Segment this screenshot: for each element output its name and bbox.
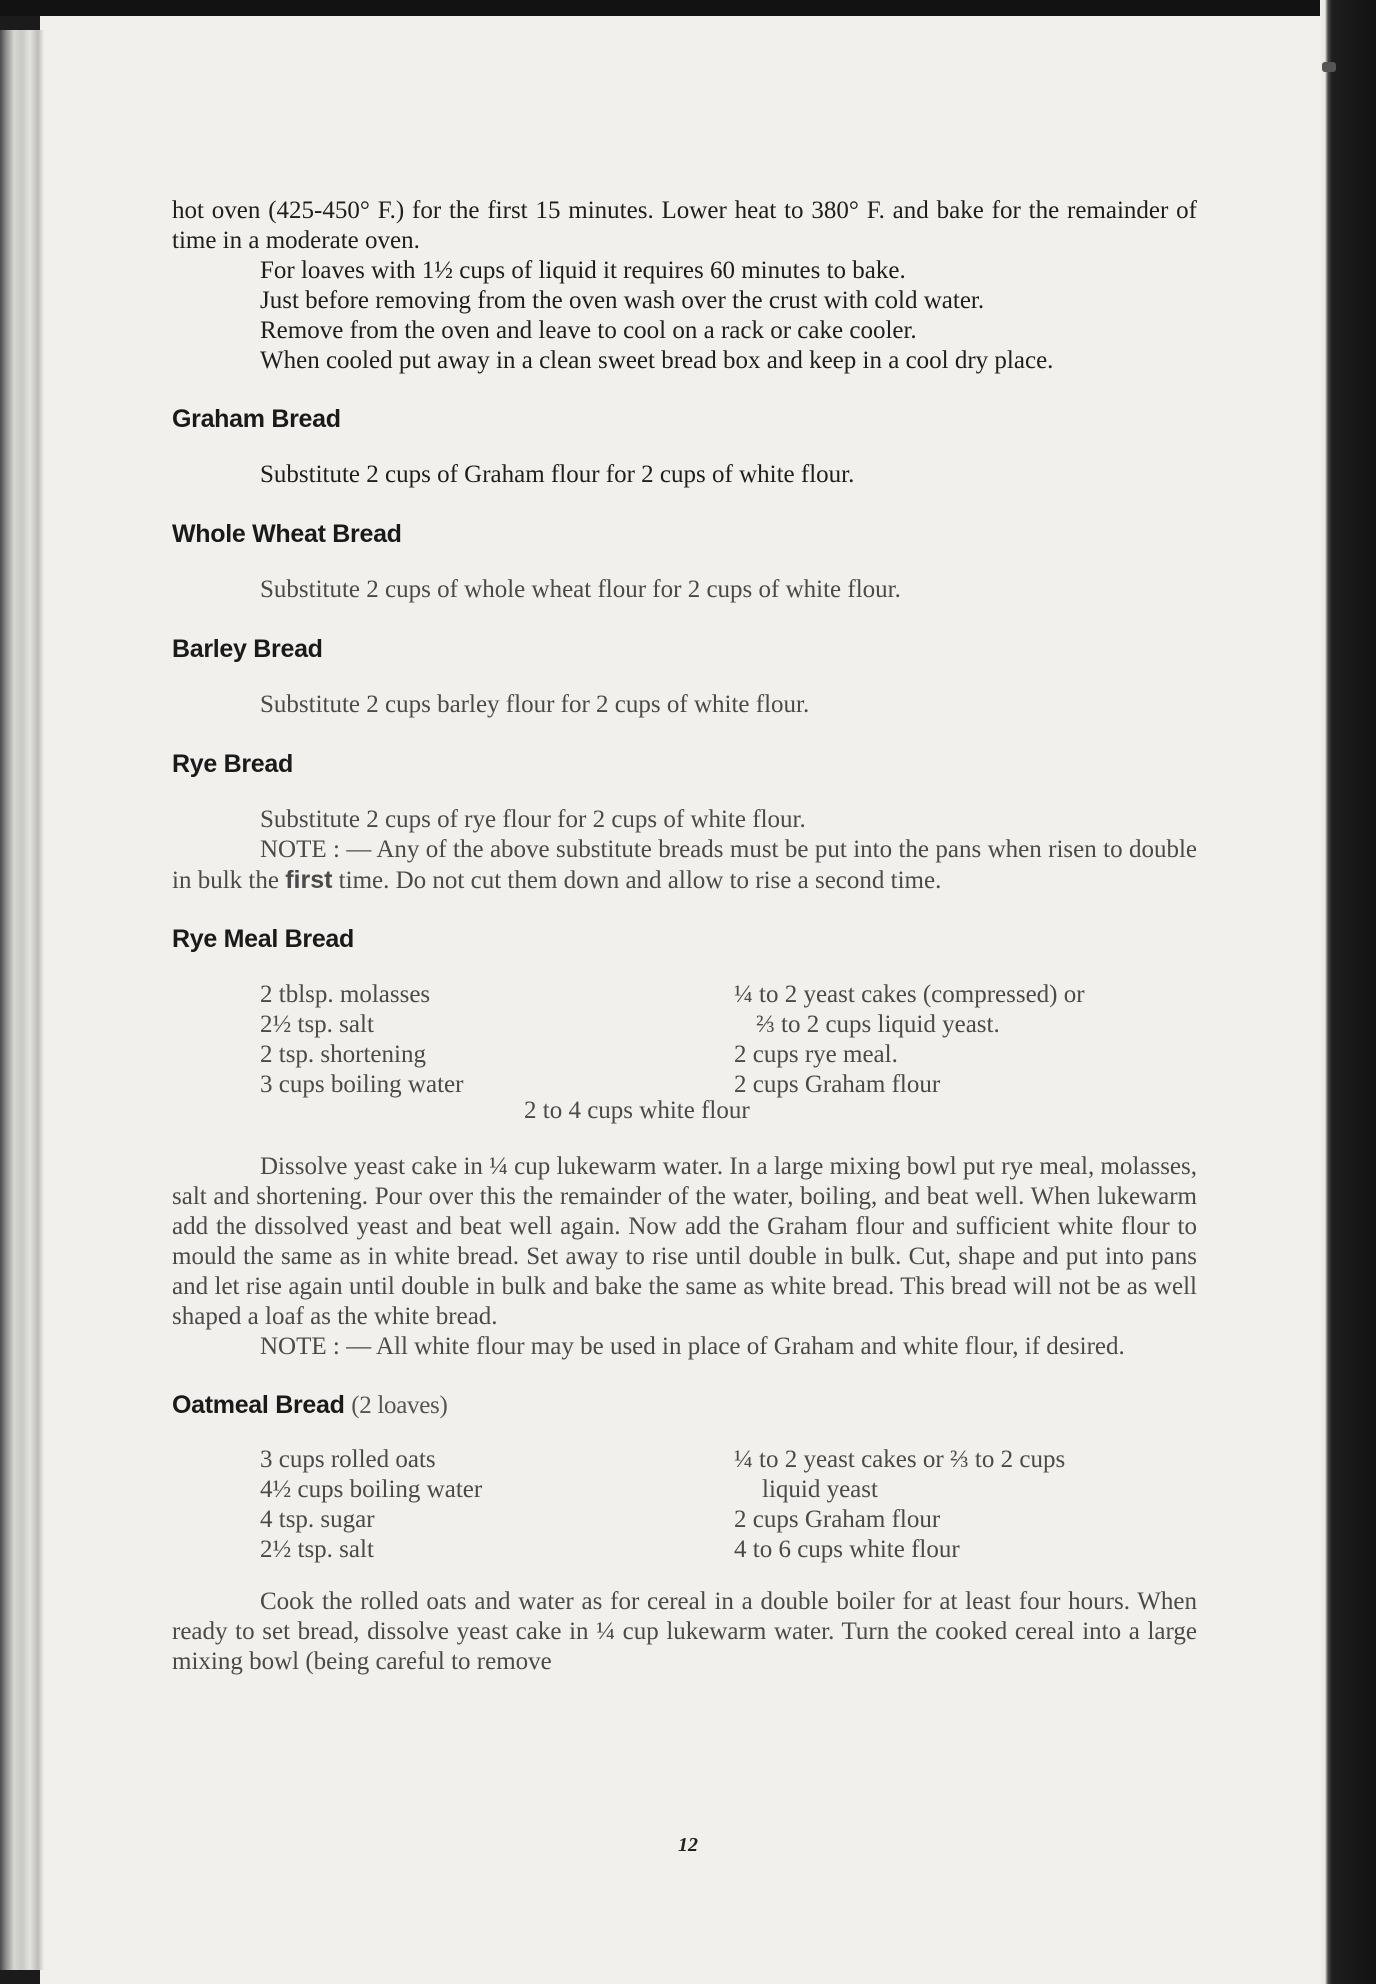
- heading-rye-meal-bread: Rye Meal Bread: [172, 925, 354, 953]
- ingredient: 4½ cups boiling water: [260, 1476, 483, 1503]
- oatmeal-ingredients: [172, 1445, 1197, 1565]
- page-edge-left: [0, 30, 44, 1970]
- rye-note: [172, 835, 1197, 896]
- ingredient: 2 tsp. shortening: [260, 1041, 426, 1068]
- ingredient: 2 cups Graham flour: [734, 1506, 941, 1533]
- graham-text: Substitute 2 cups of Graham flour for 2 cups of white flour.: [260, 461, 855, 488]
- heading-oatmeal-bread: [172, 1390, 1197, 1421]
- oatmeal-title: Oatmeal Bread: [172, 1391, 345, 1419]
- ingredient: 2 cups rye meal.: [734, 1041, 898, 1068]
- rye-meal-method: Dissolve yeast cake in ¼ cup lukewarm water. In a large mixing bowl put rye meal, molasses, salt and shortening. Pour over this the remainder of the water, boiling, and beat well. When lukewarm add the dissolved yeast and beat well again. Now add the Graham flour and sufficient white flour to mould the same as in white bread. Set away to rise until double in bulk. Cut, shape and put into pans and let rise again until double in bulk and bake the same as white bread. This bread will not be as well shaped a loaf as the white bread.: [172, 1153, 1197, 1330]
- heading-barley-bread: Barley Bread: [172, 635, 323, 663]
- oatmeal-qualifier: (2 loaves): [351, 1392, 448, 1419]
- oatmeal-ingredients-left: [260, 1445, 700, 1565]
- rye-note-part-2: time. Do not cut them down and allow to rise a second time.: [332, 867, 942, 894]
- ingredient: 3 cups boiling water: [260, 1071, 464, 1098]
- heading-whole-wheat-bread: Whole Wheat Bread: [172, 520, 402, 548]
- ingredient: ⅔ to 2 cups liquid yeast.: [756, 1011, 1000, 1038]
- page-edge-right: [1320, 0, 1376, 1984]
- heading-graham-bread: Graham Bread: [172, 405, 341, 433]
- rye-note-part-1: NOTE : — Any of the above substitute breads must be put into the pans when risen to double in bulk the: [172, 836, 1197, 894]
- ingredient: 2 cups Graham flour: [734, 1071, 941, 1098]
- heading-rye-bread: Rye Bread: [172, 750, 293, 778]
- rye-meal-note: NOTE : — All white flour may be used in place of Graham and white flour, if desired.: [260, 1333, 1125, 1360]
- ingredient: liquid yeast: [762, 1476, 878, 1503]
- intro-paragraph-4: Remove from the oven and leave to cool on a rack or cake cooler.: [260, 317, 917, 344]
- ingredient: 2 tblsp. molasses: [260, 981, 431, 1008]
- barley-text: Substitute 2 cups barley flour for 2 cups of white flour.: [260, 691, 810, 718]
- page-number: 12: [678, 1834, 698, 1856]
- page-content: [172, 196, 1197, 1677]
- oatmeal-method: Cook the rolled oats and water as for cereal in a double boiler for at least four hours. When ready to set bread, dissolve yeast cake in ¼ cup lukewarm water. Turn the cooked cereal into a large mixing bowl (being careful to remove: [172, 1588, 1197, 1675]
- ingredient: 4 to 6 cups white flour: [734, 1536, 960, 1563]
- intro-paragraph-2: For loaves with 1½ cups of liquid it requires 60 minutes to bake.: [260, 257, 906, 284]
- oatmeal-ingredients-right: [734, 1445, 1204, 1565]
- ingredient: 3 cups rolled oats: [260, 1446, 436, 1473]
- ingredient: ¼ to 2 yeast cakes (compressed) or: [734, 981, 1085, 1008]
- rye-meal-ingredients-right: [734, 980, 1204, 1100]
- intro-paragraph-5: When cooled put away in a clean sweet bread box and keep in a cool dry place.: [260, 347, 1054, 374]
- rye-meal-ingredients-left: [260, 980, 700, 1100]
- intro-paragraph-1: hot oven (425-450° F.) for the first 15 minutes. Lower heat to 380° F. and bake for the remainder of time in a moderate oven.: [172, 197, 1197, 254]
- ingredient: 2½ tsp. salt: [260, 1536, 374, 1563]
- ingredient: 4 tsp. sugar: [260, 1506, 375, 1533]
- ingredient: ¼ to 2 yeast cakes or ⅔ to 2 cups: [734, 1446, 1066, 1473]
- rye-text: Substitute 2 cups of rye flour for 2 cups of white flour.: [260, 806, 806, 833]
- whole-wheat-text: Substitute 2 cups of whole wheat flour for 2 cups of white flour.: [260, 576, 901, 603]
- ingredient: 2 to 4 cups white flour: [524, 1097, 750, 1124]
- ingredient: 2½ tsp. salt: [260, 1011, 374, 1038]
- scan-top-band: [0, 0, 1376, 16]
- intro-paragraph-3: Just before removing from the oven wash over the crust with cold water.: [260, 287, 985, 314]
- rye-note-emphasis: first: [285, 866, 333, 894]
- rye-meal-ingredients: [172, 980, 1197, 1128]
- scan-mark: [1322, 62, 1336, 72]
